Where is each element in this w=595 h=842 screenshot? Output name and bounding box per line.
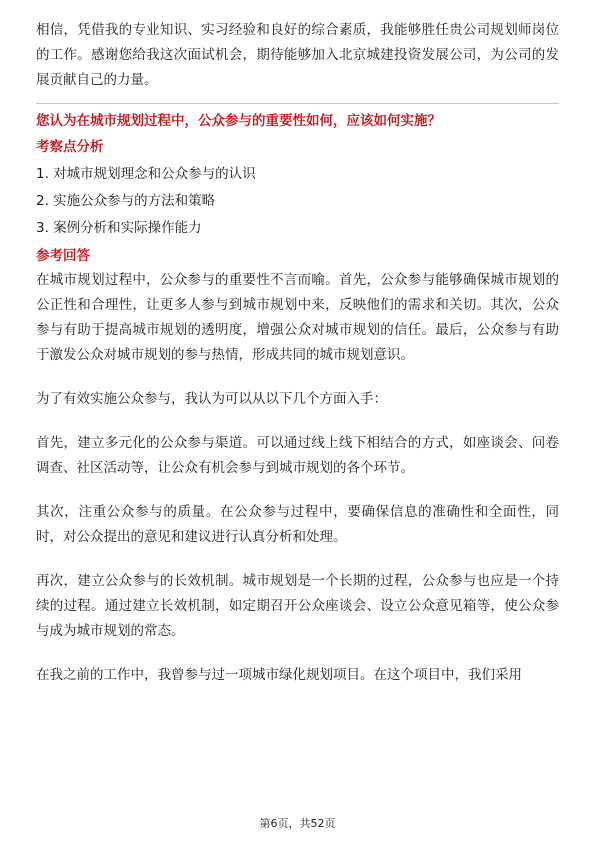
intro-paragraph: 相信，凭借我的专业知识、实习经验和良好的综合素质，我能够胜任贵公司规划师岗位的工作。感谢您给我这次面试机会，期待能够加入北京城建投资发展公司，为公司的发展贡献自己的力量。 xyxy=(36,22,559,88)
answer-paragraph: 首先，建立多元化的公众参与渠道。可以通过线上线下相结合的方式，如座谈会、问卷调查、社区活动等，让公众有机会参与到城市规划的各个环节。 xyxy=(36,435,559,476)
analysis-item: 3. 案例分析和实际操作能力 xyxy=(36,220,202,236)
answer-paragraph: 在我之前的工作中，我曾参与过一项城市绿化规划项目。在这个项目中，我们采用 xyxy=(36,667,522,683)
interview-question: 您认为在城市规划过程中，公众参与的重要性如何，应该如何实施？ xyxy=(36,113,441,129)
analysis-item: 2. 实施公众参与的方法和策略 xyxy=(36,193,216,209)
analysis-item: 1. 对城市规划理念和公众参与的认识 xyxy=(36,166,256,182)
answer-paragraph: 为了有效实施公众参与，我认为可以从以下几个方面入手： xyxy=(36,391,387,407)
paragraph-gap xyxy=(36,550,559,569)
analysis-list xyxy=(36,161,559,242)
answer-paragraph: 在城市规划过程中，公众参与的重要性不言而喻。首先，公众参与能够确保城市规划的公正性和合理性，让更多人参与到城市规划中来，反映他们的需求和关切。其次，公众参与有助于提高城市规划的透明度，增强公众对城市规划的信任。最后，公众参与有助于激发公众对城市规划的参与热情，形成共同的城市规划意识。 xyxy=(36,272,559,363)
paragraph-gap xyxy=(36,368,559,387)
answer-title: 参考回答 xyxy=(36,248,90,264)
document-page xyxy=(36,18,559,688)
paragraph-gap xyxy=(36,644,559,663)
analysis-title: 考察点分析 xyxy=(36,139,104,155)
paragraph-gap xyxy=(36,412,559,431)
answer-paragraph: 其次，注重公众参与的质量。在公众参与过程中，要确保信息的准确性和全面性，同时，对公众提出的意见和建议进行认真分析和处理。 xyxy=(36,504,559,545)
paragraph-gap xyxy=(36,481,559,500)
page-number: 第6页，共52页 xyxy=(259,817,336,830)
answer-paragraph: 再次，建立公众参与的长效机制。城市规划是一个长期的过程，公众参与也应是一个持续的过程。通过建立长效机制，如定期召开公众座谈会、设立公众意见箱等，使公众参与成为城市规划的常态。 xyxy=(36,573,559,639)
section-divider xyxy=(36,103,559,104)
